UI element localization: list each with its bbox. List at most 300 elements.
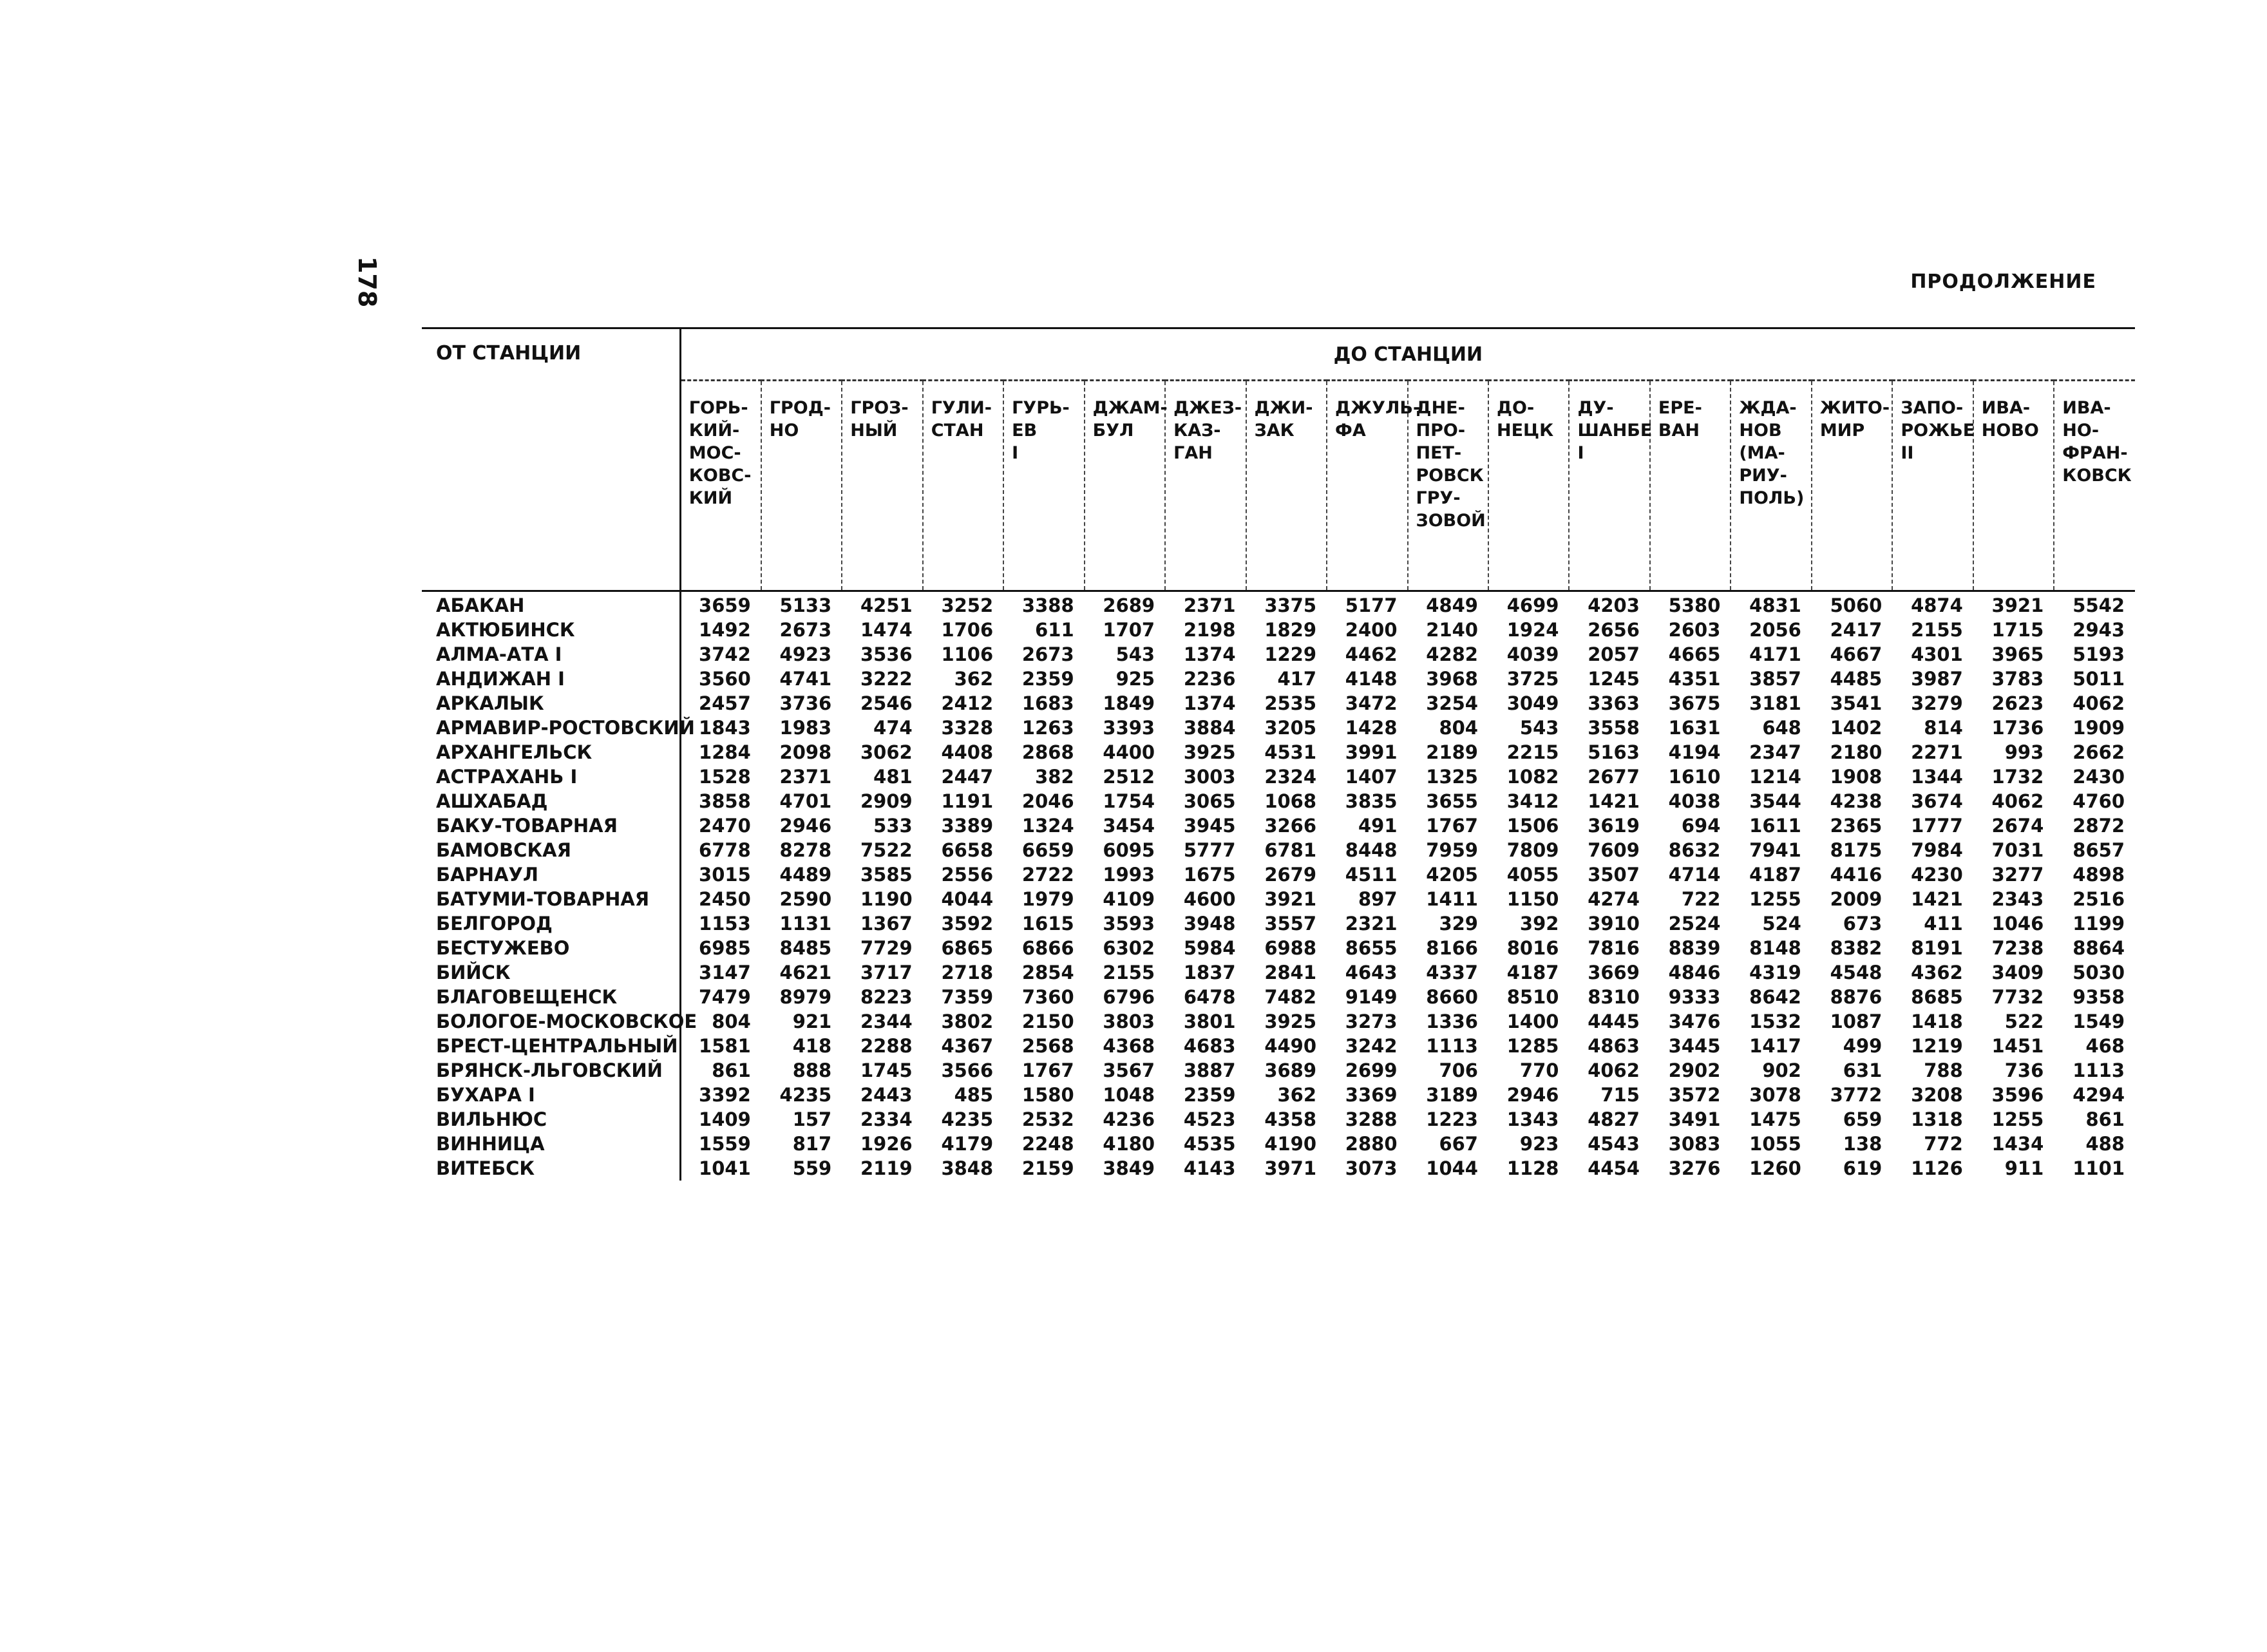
table-row xyxy=(422,1083,2135,1107)
distance-cell: 3536 xyxy=(860,643,913,665)
distance-cell: 2150 xyxy=(1021,1011,1074,1032)
distance-cell: 2699 xyxy=(1345,1059,1398,1081)
distance-cell: 3968 xyxy=(1426,668,1478,690)
distance-cell: 499 xyxy=(1843,1035,1883,1057)
distance-cell: 4416 xyxy=(1830,864,1883,886)
distance-cell: 2400 xyxy=(1345,619,1398,641)
distance-cell: 1400 xyxy=(1506,1011,1559,1032)
distance-cell: 1849 xyxy=(1103,692,1155,714)
table-row xyxy=(422,911,2135,936)
distance-cell: 5030 xyxy=(2073,962,2125,983)
distance-cell: 474 xyxy=(873,717,913,739)
distance-cell: 2198 xyxy=(1183,619,1236,641)
distance-cell: 3277 xyxy=(1991,864,2044,886)
distance-cell: 2248 xyxy=(1021,1133,1074,1155)
distance-cell: 4462 xyxy=(1345,643,1398,665)
distance-cell: 1367 xyxy=(860,913,913,935)
distance-cell: 2674 xyxy=(1991,815,2044,837)
distance-cell: 3205 xyxy=(1264,717,1317,739)
distance-cell: 3369 xyxy=(1345,1084,1398,1106)
distance-cell: 4205 xyxy=(1426,864,1478,886)
distance-cell: 1219 xyxy=(1911,1035,1963,1057)
distance-cell: 4846 xyxy=(1668,962,1721,983)
distance-cell: 3476 xyxy=(1668,1011,1721,1032)
distance-cell: 1549 xyxy=(2073,1011,2125,1032)
distance-cell: 2046 xyxy=(1021,790,1074,812)
distance-cell: 7959 xyxy=(1426,839,1478,861)
distance-cell: 1041 xyxy=(699,1157,751,1179)
distance-cell: 619 xyxy=(1843,1157,1883,1179)
distance-cell: 524 xyxy=(1762,913,1801,935)
distance-cell: 4408 xyxy=(941,741,994,763)
distance-cell: 3971 xyxy=(1264,1157,1317,1179)
distance-cell: 1068 xyxy=(1264,790,1317,812)
distance-cell: 7609 xyxy=(1588,839,1640,861)
destination-column-header: ДЖУЛЬ- ФА xyxy=(1327,381,1407,591)
distance-cell: 4180 xyxy=(1103,1133,1155,1155)
table-row xyxy=(422,862,2135,887)
distance-cell: 2677 xyxy=(1588,766,1640,788)
distance-cell: 4039 xyxy=(1506,643,1559,665)
distance-cell: 4187 xyxy=(1506,962,1559,983)
distance-cell: 2679 xyxy=(1264,864,1317,886)
distance-cell: 1048 xyxy=(1103,1084,1155,1106)
from-station-name: АБАКАН xyxy=(422,591,680,618)
distance-cell: 648 xyxy=(1762,717,1801,739)
distance-cell: 2343 xyxy=(1991,888,2044,910)
destination-column-header: ГУРЬ- ЕВ I xyxy=(1003,381,1084,591)
table-row xyxy=(422,764,2135,789)
distance-cell: 3669 xyxy=(1588,962,1640,983)
distance-cell: 2880 xyxy=(1345,1133,1398,1155)
distance-cell: 1409 xyxy=(699,1108,751,1130)
distance-cell: 1611 xyxy=(1749,815,1801,837)
distance-cell: 3802 xyxy=(941,1011,994,1032)
distance-cell: 3742 xyxy=(699,643,751,665)
distance-cell: 8979 xyxy=(779,986,832,1008)
distance-cell: 2443 xyxy=(860,1084,913,1106)
distance-cell: 1318 xyxy=(1911,1108,1963,1130)
distance-cell: 1683 xyxy=(1021,692,1074,714)
distance-cell: 8839 xyxy=(1668,937,1721,959)
distance-cell: 3884 xyxy=(1183,717,1236,739)
distance-cell: 2215 xyxy=(1506,741,1559,763)
distance-cell: 814 xyxy=(1924,717,1963,739)
table-row xyxy=(422,985,2135,1009)
distance-cell: 411 xyxy=(1924,913,1963,935)
from-station-header: ОТ СТАНЦИИ xyxy=(422,328,680,591)
distance-cell: 1082 xyxy=(1506,766,1559,788)
distance-cell: 667 xyxy=(1439,1133,1478,1155)
distance-cell: 4148 xyxy=(1345,668,1398,690)
distance-cell: 722 xyxy=(1681,888,1721,910)
distance-table xyxy=(422,327,2135,1181)
distance-cell: 788 xyxy=(1924,1059,1963,1081)
destination-column-header: ГРОД- НО xyxy=(761,381,842,591)
distance-cell: 3783 xyxy=(1991,668,2044,690)
distance-cell: 3725 xyxy=(1506,668,1559,690)
distance-cell: 1411 xyxy=(1426,888,1478,910)
distance-cell: 3147 xyxy=(699,962,751,983)
distance-cell: 2546 xyxy=(860,692,913,714)
distance-cell: 2841 xyxy=(1264,962,1317,983)
table-row xyxy=(422,1156,2135,1181)
distance-cell: 2718 xyxy=(941,962,994,983)
distance-cell: 9149 xyxy=(1345,986,1398,1008)
distance-cell: 6781 xyxy=(1264,839,1317,861)
distance-cell: 923 xyxy=(1519,1133,1559,1155)
distance-cell: 4235 xyxy=(779,1084,832,1106)
distance-cell: 1260 xyxy=(1749,1157,1801,1179)
distance-cell: 1434 xyxy=(1991,1133,2044,1155)
distance-cell: 4251 xyxy=(860,594,913,616)
distance-cell: 1631 xyxy=(1668,717,1721,739)
distance-cell: 2321 xyxy=(1345,913,1398,935)
distance-cell: 3925 xyxy=(1183,741,1236,763)
distance-cell: 3596 xyxy=(1991,1084,2044,1106)
distance-cell: 4831 xyxy=(1749,594,1801,616)
distance-cell: 7482 xyxy=(1264,986,1317,1008)
distance-cell: 4143 xyxy=(1183,1157,1236,1179)
destination-column-header: ГРОЗ- НЫЙ xyxy=(842,381,922,591)
distance-cell: 2236 xyxy=(1183,668,1236,690)
distance-cell: 1245 xyxy=(1588,668,1640,690)
distance-cell: 2334 xyxy=(860,1108,913,1130)
distance-cell: 3393 xyxy=(1103,717,1155,739)
distance-cell: 5133 xyxy=(779,594,832,616)
distance-cell: 1745 xyxy=(860,1059,913,1081)
distance-cell: 4849 xyxy=(1426,594,1478,616)
distance-cell: 2450 xyxy=(699,888,751,910)
distance-cell: 8642 xyxy=(1749,986,1801,1008)
distance-cell: 3592 xyxy=(941,913,994,935)
table-row xyxy=(422,716,2135,740)
distance-cell: 5163 xyxy=(1588,741,1640,763)
distance-cell: 1908 xyxy=(1830,766,1883,788)
distance-cell: 9333 xyxy=(1668,986,1721,1008)
distance-cell: 1451 xyxy=(1991,1035,2044,1057)
distance-cell: 1707 xyxy=(1103,619,1155,641)
distance-cell: 3003 xyxy=(1183,766,1236,788)
distance-cell: 4827 xyxy=(1588,1108,1640,1130)
distance-cell: 3848 xyxy=(941,1157,994,1179)
distance-cell: 2673 xyxy=(779,619,832,641)
distance-cell: 3273 xyxy=(1345,1011,1398,1032)
distance-cell: 1715 xyxy=(1991,619,2044,641)
distance-cell: 4055 xyxy=(1506,864,1559,886)
distance-cell: 1474 xyxy=(860,619,913,641)
distance-cell: 1829 xyxy=(1264,619,1317,641)
distance-cell: 611 xyxy=(1035,619,1074,641)
distance-cell: 4531 xyxy=(1264,741,1317,763)
distance-cell: 1706 xyxy=(941,619,994,641)
distance-cell: 3389 xyxy=(941,815,994,837)
distance-cell: 2430 xyxy=(2073,766,2125,788)
distance-cell: 8655 xyxy=(1345,937,1398,959)
distance-cell: 1284 xyxy=(699,741,751,763)
distance-cell: 1909 xyxy=(2073,717,2125,739)
distance-cell: 3454 xyxy=(1103,815,1155,837)
distance-cell: 8510 xyxy=(1506,986,1559,1008)
distance-cell: 543 xyxy=(1519,717,1559,739)
distance-cell: 2098 xyxy=(779,741,832,763)
distance-cell: 1374 xyxy=(1183,643,1236,665)
distance-cell: 2656 xyxy=(1588,619,1640,641)
distance-cell: 715 xyxy=(1600,1084,1640,1106)
distance-cell: 3965 xyxy=(1991,643,2044,665)
destination-column-header: ЕРЕ- ВАН xyxy=(1650,381,1731,591)
distance-cell: 2180 xyxy=(1830,741,1883,763)
distance-cell: 7984 xyxy=(1911,839,1963,861)
distance-cell: 3252 xyxy=(941,594,994,616)
distance-cell: 4238 xyxy=(1830,790,1883,812)
distance-cell: 6985 xyxy=(699,937,751,959)
distance-cell: 4274 xyxy=(1588,888,1640,910)
distance-cell: 3987 xyxy=(1911,668,1963,690)
distance-cell: 3409 xyxy=(1991,962,2044,983)
distance-cell: 6478 xyxy=(1183,986,1236,1008)
table-row xyxy=(422,789,2135,813)
distance-cell: 804 xyxy=(1439,717,1478,739)
from-station-name: АКТЮБИНСК xyxy=(422,618,680,642)
distance-cell: 3566 xyxy=(941,1059,994,1081)
distance-cell: 2288 xyxy=(860,1035,913,1057)
distance-cell: 2412 xyxy=(941,692,994,714)
distance-cell: 2119 xyxy=(860,1157,913,1179)
distance-cell: 3803 xyxy=(1103,1011,1155,1032)
distance-cell: 3049 xyxy=(1506,692,1559,714)
distance-cell: 3208 xyxy=(1911,1084,1963,1106)
distance-cell: 2140 xyxy=(1426,619,1478,641)
distance-cell: 3445 xyxy=(1668,1035,1721,1057)
distance-cell: 1325 xyxy=(1426,766,1478,788)
distance-cell: 7816 xyxy=(1588,937,1640,959)
distance-cell: 5011 xyxy=(2073,668,2125,690)
distance-cell: 2155 xyxy=(1103,962,1155,983)
distance-cell: 3491 xyxy=(1668,1108,1721,1130)
from-station-name: ВИННИЦА xyxy=(422,1132,680,1156)
table-row xyxy=(422,691,2135,716)
table-row xyxy=(422,1009,2135,1034)
distance-cell: 3015 xyxy=(699,864,751,886)
distance-cell: 4863 xyxy=(1588,1035,1640,1057)
distance-cell: 2946 xyxy=(779,815,832,837)
distance-cell: 3375 xyxy=(1264,594,1317,616)
distance-cell: 2347 xyxy=(1749,741,1801,763)
distance-cell: 6658 xyxy=(941,839,994,861)
distance-cell: 4485 xyxy=(1830,668,1883,690)
from-station-name: БИЙСК xyxy=(422,960,680,985)
distance-cell: 3593 xyxy=(1103,913,1155,935)
distance-cell: 1113 xyxy=(2073,1059,2125,1081)
distance-cell: 4621 xyxy=(779,962,832,983)
distance-cell: 706 xyxy=(1439,1059,1478,1081)
distance-cell: 1777 xyxy=(1911,815,1963,837)
distance-cell: 1528 xyxy=(699,766,751,788)
distance-cell: 4523 xyxy=(1183,1108,1236,1130)
distance-cell: 1087 xyxy=(1830,1011,1883,1032)
distance-cell: 673 xyxy=(1843,913,1883,935)
distance-cell: 8485 xyxy=(779,937,832,959)
distance-cell: 3181 xyxy=(1749,692,1801,714)
distance-cell: 4235 xyxy=(941,1108,994,1130)
distance-cell: 329 xyxy=(1439,913,1478,935)
from-station-name: ВИТЕБСК xyxy=(422,1156,680,1181)
distance-cell: 2359 xyxy=(1183,1084,1236,1106)
distance-cell: 362 xyxy=(1277,1084,1317,1106)
destination-column-header: ДНЕ- ПРО- ПЕТ- РОВСК ГРУ- ЗОВОЙ xyxy=(1408,381,1488,591)
from-station-name: БРЕСТ-ЦЕНТРАЛЬНЫЙ xyxy=(422,1034,680,1058)
distance-cell: 392 xyxy=(1519,913,1559,935)
distance-cell: 4038 xyxy=(1668,790,1721,812)
distance-cell: 3328 xyxy=(941,717,994,739)
distance-cell: 4337 xyxy=(1426,962,1478,983)
distance-cell: 157 xyxy=(792,1108,832,1130)
table-row xyxy=(422,642,2135,667)
distance-cell: 2271 xyxy=(1911,741,1963,763)
distance-cell: 4898 xyxy=(2073,864,2125,886)
distance-cell: 559 xyxy=(792,1157,832,1179)
distance-cell: 1126 xyxy=(1911,1157,1963,1179)
distance-cell: 6095 xyxy=(1103,839,1155,861)
destination-column-header: ЗАПО- РОЖЬЕ II xyxy=(1892,381,1973,591)
distance-cell: 1428 xyxy=(1345,717,1398,739)
distance-cell: 1580 xyxy=(1021,1084,1074,1106)
distance-cell: 1402 xyxy=(1830,717,1883,739)
distance-cell: 3544 xyxy=(1749,790,1801,812)
distance-cell: 8876 xyxy=(1830,986,1883,1008)
distance-cell: 4301 xyxy=(1911,643,1963,665)
distance-cell: 3674 xyxy=(1911,790,1963,812)
distance-cell: 543 xyxy=(1115,643,1155,665)
distance-cell: 1837 xyxy=(1183,962,1236,983)
distance-cell: 4714 xyxy=(1668,864,1721,886)
distance-cell: 8685 xyxy=(1911,986,1963,1008)
distance-cell: 8310 xyxy=(1588,986,1640,1008)
distance-cell: 2943 xyxy=(2073,619,2125,641)
distance-cell: 4362 xyxy=(1911,962,1963,983)
from-station-name: БРЯНСК-ЛЬГОВСКИЙ xyxy=(422,1058,680,1083)
distance-cell: 5777 xyxy=(1183,839,1236,861)
distance-cell: 2535 xyxy=(1264,692,1317,714)
distance-cell: 5984 xyxy=(1183,937,1236,959)
table-row xyxy=(422,1034,2135,1058)
distance-cell: 8148 xyxy=(1749,937,1801,959)
from-station-name: БАРНАУЛ xyxy=(422,862,680,887)
distance-cell: 1421 xyxy=(1911,888,1963,910)
distance-cell: 1407 xyxy=(1345,766,1398,788)
distance-cell: 993 xyxy=(2004,741,2044,763)
distance-cell: 1615 xyxy=(1021,913,1074,935)
distance-cell: 3887 xyxy=(1183,1059,1236,1081)
distance-cell: 1421 xyxy=(1588,790,1640,812)
distance-cell: 533 xyxy=(873,815,913,837)
distance-cell: 4667 xyxy=(1830,643,1883,665)
distance-cell: 1223 xyxy=(1426,1108,1478,1130)
distance-cell: 3065 xyxy=(1183,790,1236,812)
distance-cell: 481 xyxy=(873,766,913,788)
distance-cell: 1255 xyxy=(1991,1108,2044,1130)
distance-cell: 1153 xyxy=(699,913,751,935)
header-row-group xyxy=(422,328,2135,381)
distance-cell: 9358 xyxy=(2073,986,2125,1008)
distance-cell: 2872 xyxy=(2073,815,2125,837)
distance-cell: 1106 xyxy=(941,643,994,665)
distance-cell: 3858 xyxy=(699,790,751,812)
distance-cell: 1675 xyxy=(1183,864,1236,886)
distance-cell: 888 xyxy=(792,1059,832,1081)
distance-cell: 1101 xyxy=(2073,1157,2125,1179)
distance-cell: 3585 xyxy=(860,864,913,886)
distance-cell: 1344 xyxy=(1911,766,1963,788)
distance-cell: 417 xyxy=(1277,668,1317,690)
distance-cell: 4368 xyxy=(1103,1035,1155,1057)
distance-cell: 2057 xyxy=(1588,643,1640,665)
table-row xyxy=(422,740,2135,764)
distance-cell: 5060 xyxy=(1830,594,1883,616)
distance-cell: 4454 xyxy=(1588,1157,1640,1179)
distance-cell: 2009 xyxy=(1830,888,1883,910)
distance-cell: 1191 xyxy=(941,790,994,812)
distance-cell: 3557 xyxy=(1264,913,1317,935)
distance-cell: 1229 xyxy=(1264,643,1317,665)
distance-cell: 7238 xyxy=(1991,937,2044,959)
distance-cell: 804 xyxy=(712,1011,751,1032)
distance-cell: 8278 xyxy=(779,839,832,861)
distance-cell: 3921 xyxy=(1264,888,1317,910)
destination-column-header: ЖИТО- МИР xyxy=(1812,381,1892,591)
distance-cell: 8660 xyxy=(1426,986,1478,1008)
distance-cell: 4294 xyxy=(2073,1084,2125,1106)
distance-cell: 897 xyxy=(1358,888,1398,910)
distance-cell: 3567 xyxy=(1103,1059,1155,1081)
distance-cell: 4701 xyxy=(779,790,832,812)
distance-cell: 4194 xyxy=(1668,741,1721,763)
table-row xyxy=(422,618,2135,642)
distance-cell: 3801 xyxy=(1183,1011,1236,1032)
distance-cell: 2512 xyxy=(1103,766,1155,788)
page-number: 178 xyxy=(353,256,381,308)
distance-cell: 4282 xyxy=(1426,643,1478,665)
distance-cell: 1190 xyxy=(860,888,913,910)
distance-cell: 772 xyxy=(1924,1133,1963,1155)
destination-column-header: ГУЛИ- СТАН xyxy=(923,381,1003,591)
distance-cell: 2324 xyxy=(1264,766,1317,788)
distance-cell: 6659 xyxy=(1021,839,1074,861)
distance-cell: 3655 xyxy=(1426,790,1478,812)
distance-cell: 3948 xyxy=(1183,913,1236,935)
distance-cell: 2868 xyxy=(1021,741,1074,763)
distance-cell: 1767 xyxy=(1021,1059,1074,1081)
distance-cell: 861 xyxy=(712,1059,751,1081)
distance-cell: 2155 xyxy=(1911,619,1963,641)
destination-column-header: ДУ- ШАНБЕ I xyxy=(1569,381,1649,591)
distance-cell: 8223 xyxy=(860,986,913,1008)
distance-cell: 2189 xyxy=(1426,741,1478,763)
distance-cell: 8382 xyxy=(1830,937,1883,959)
distance-cell: 3857 xyxy=(1749,668,1801,690)
distance-cell: 3242 xyxy=(1345,1035,1398,1057)
distance-cell: 631 xyxy=(1843,1059,1883,1081)
distance-cell: 1199 xyxy=(2073,913,2125,935)
table-body xyxy=(422,591,2135,1181)
distance-cell: 7522 xyxy=(860,839,913,861)
distance-cell: 4109 xyxy=(1103,888,1155,910)
from-station-name: БУХАРА I xyxy=(422,1083,680,1107)
distance-cell: 3541 xyxy=(1830,692,1883,714)
destination-column-header: ДЖИ- ЗАК xyxy=(1246,381,1327,591)
from-station-name: АСТРАХАНЬ I xyxy=(422,764,680,789)
